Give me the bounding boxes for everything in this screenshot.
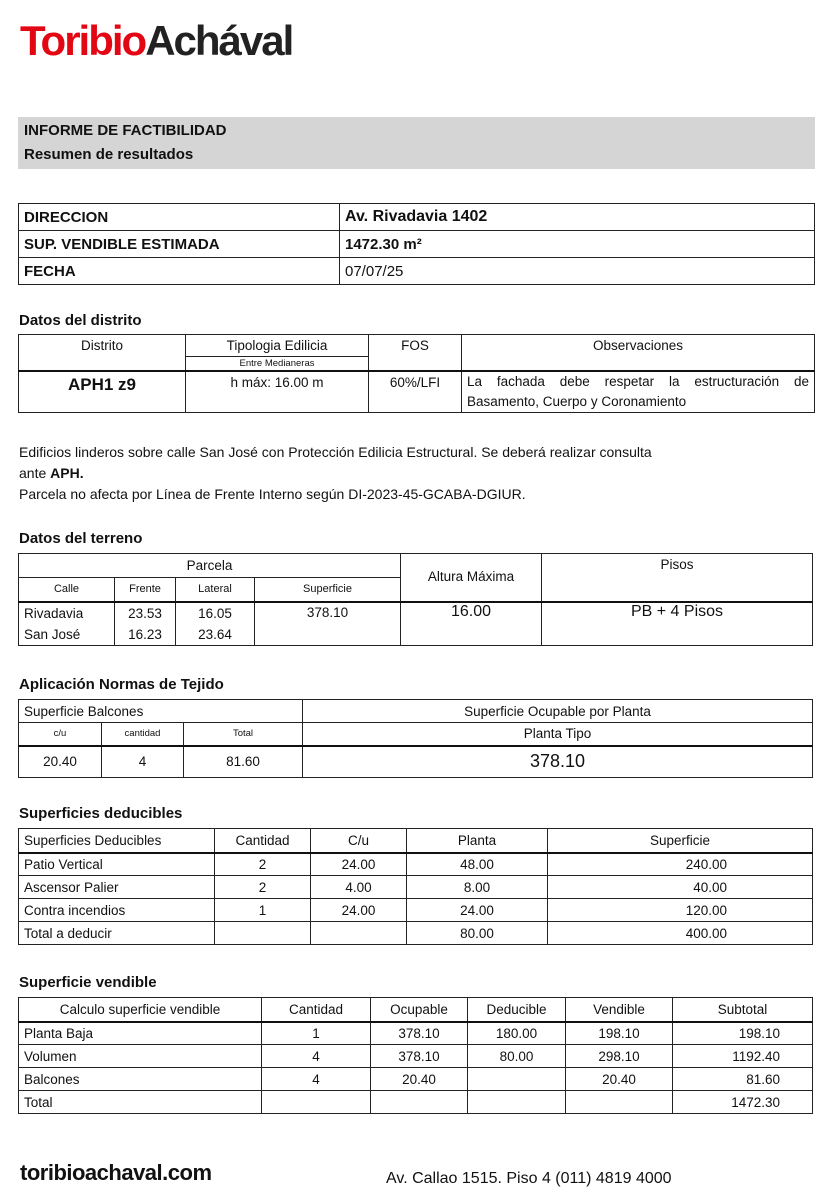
table-row xyxy=(19,922,813,945)
footer-website-link[interactable]: toribioachaval.com xyxy=(20,1160,212,1185)
company-logo xyxy=(20,18,292,64)
balcones-cantidad: 4 xyxy=(102,746,184,778)
section-distrito: Datos del distrito xyxy=(19,312,142,329)
superficie-header: Superficie xyxy=(255,578,401,602)
deducibles-table xyxy=(18,828,813,945)
fos-header: FOS xyxy=(369,335,462,371)
ded-cell: Patio Vertical xyxy=(19,853,215,876)
fecha-label: FECHA xyxy=(19,258,340,285)
ded-cell: 40.00 xyxy=(548,876,813,899)
ven-cell xyxy=(566,1091,673,1114)
ven-cell xyxy=(468,1068,566,1091)
ven-h4: Vendible xyxy=(566,998,673,1022)
ded-h0: Superficies Deducibles xyxy=(19,829,215,853)
ven-h2: Ocupable xyxy=(371,998,468,1022)
terreno-altura: 16.00 xyxy=(401,602,542,646)
ded-cell: Contra incendios xyxy=(19,899,215,922)
ven-cell: 81.60 xyxy=(673,1068,813,1091)
cu-header: c/u xyxy=(19,723,102,746)
tipologia-value: h máx: 16.00 m xyxy=(186,371,369,413)
ven-cell: 1192.40 xyxy=(673,1045,813,1068)
ven-cell: 180.00 xyxy=(468,1022,566,1045)
report-title: INFORME DE FACTIBILIDAD xyxy=(24,122,227,139)
pisos-header: Pisos xyxy=(542,554,813,602)
table-row xyxy=(19,1045,813,1068)
balcones-cu: 20.40 xyxy=(19,746,102,778)
observaciones-value: La fachada debe respetar la estructuración de Basamento, Cuerpo y Coronamiento xyxy=(462,371,815,413)
terreno-superficie: 378.10 xyxy=(255,602,401,646)
distrito-header: Distrito xyxy=(19,335,186,371)
ded-cell: Total a deducir xyxy=(19,922,215,945)
terreno-table xyxy=(18,553,813,646)
terreno-frente-1: 23.53 xyxy=(115,602,176,624)
ded-cell: 80.00 xyxy=(407,922,548,945)
ven-cell xyxy=(262,1091,371,1114)
terreno-frente-2: 16.23 xyxy=(115,624,176,646)
ded-cell: 120.00 xyxy=(548,899,813,922)
ded-h4: Superficie xyxy=(548,829,813,853)
altura-header: Altura Máxima xyxy=(401,554,542,602)
table-row xyxy=(19,1091,813,1114)
ded-cell: 24.00 xyxy=(311,853,407,876)
section-tejido: Aplicación Normas de Tejido xyxy=(19,676,224,693)
ven-cell: 4 xyxy=(262,1068,371,1091)
ven-cell: 378.10 xyxy=(371,1045,468,1068)
ded-cell: 1 xyxy=(215,899,311,922)
ven-cell: 80.00 xyxy=(468,1045,566,1068)
ded-cell: 400.00 xyxy=(548,922,813,945)
deducibles-header-row xyxy=(19,829,813,853)
ven-cell: Volumen xyxy=(19,1045,262,1068)
ven-cell: Total xyxy=(19,1091,262,1114)
table-row xyxy=(19,876,813,899)
total-header: Total xyxy=(184,723,303,746)
distrito-table xyxy=(18,334,815,413)
sup-label: SUP. VENDIBLE ESTIMADA xyxy=(19,231,340,258)
ven-cell xyxy=(371,1091,468,1114)
terreno-calle-1: Rivadavia xyxy=(19,602,115,624)
ded-cell: 2 xyxy=(215,876,311,899)
report-subtitle: Resumen de resultados xyxy=(24,146,194,163)
ded-h2: C/u xyxy=(311,829,407,853)
tipologia-header: Tipologia Edilicia xyxy=(186,335,369,357)
tejido-table xyxy=(18,699,813,778)
ven-cell: 1472.30 xyxy=(673,1091,813,1114)
table-row xyxy=(19,853,813,876)
parcela-header: Parcela xyxy=(19,554,401,578)
ded-cell: 24.00 xyxy=(311,899,407,922)
vendible-header-row xyxy=(19,998,813,1022)
footer-address: Av. Callao 1515. Piso 4 (011) 4819 4000 xyxy=(386,1170,672,1187)
sup-value: 1472.30 m² xyxy=(340,231,815,258)
calle-header: Calle xyxy=(19,578,115,602)
section-terreno: Datos del terreno xyxy=(19,530,143,547)
ded-cell xyxy=(311,922,407,945)
frente-header: Frente xyxy=(115,578,176,602)
terreno-calle-2: San José xyxy=(19,624,115,646)
ven-cell: 298.10 xyxy=(566,1045,673,1068)
ven-cell: 198.10 xyxy=(566,1022,673,1045)
balcones-total: 81.60 xyxy=(184,746,303,778)
logo-text-b: Achával xyxy=(145,17,293,64)
ded-cell: 8.00 xyxy=(407,876,548,899)
note-line-3: Parcela no afecta por Línea de Frente Interno según DI-2023-45-GCABA-DGIUR. xyxy=(19,486,526,502)
direccion-value: Av. Rivadavia 1402 xyxy=(340,204,815,231)
note-line-2: ante APH. xyxy=(19,465,84,481)
ven-h0: Calculo superficie vendible xyxy=(19,998,262,1022)
direccion-label: DIRECCION xyxy=(19,204,340,231)
ven-cell xyxy=(468,1091,566,1114)
ven-h3: Deducible xyxy=(468,998,566,1022)
ven-cell: 1 xyxy=(262,1022,371,1045)
section-vendible: Superficie vendible xyxy=(19,974,157,991)
table-row xyxy=(19,1068,813,1091)
fecha-value: 07/07/25 xyxy=(340,258,815,285)
ven-cell: 198.10 xyxy=(673,1022,813,1045)
ded-cell: 240.00 xyxy=(548,853,813,876)
terreno-lateral-1: 16.05 xyxy=(176,602,255,624)
distrito-value: APH1 z9 xyxy=(19,371,186,413)
ded-cell xyxy=(215,922,311,945)
ven-h5: Subtotal xyxy=(673,998,813,1022)
ven-cell: Balcones xyxy=(19,1068,262,1091)
logo-text-a: Toribio xyxy=(20,17,146,64)
ded-h3: Planta xyxy=(407,829,548,853)
ded-cell: 4.00 xyxy=(311,876,407,899)
note-line-1: Edificios linderos sobre calle San José con Protección Edilicia Estructural. Se deberá realizar consulta xyxy=(19,444,652,460)
ocupable-header: Superficie Ocupable por Planta xyxy=(303,700,813,723)
summary-table xyxy=(18,203,815,285)
ven-cell: 20.40 xyxy=(371,1068,468,1091)
ven-h1: Cantidad xyxy=(262,998,371,1022)
observaciones-header: Observaciones xyxy=(462,335,815,371)
tipologia-subheader: Entre Medianeras xyxy=(186,357,369,371)
terreno-pisos: PB + 4 Pisos xyxy=(542,602,813,646)
cantidad-header: cantidad xyxy=(102,723,184,746)
table-row xyxy=(19,899,813,922)
ven-cell: 4 xyxy=(262,1045,371,1068)
report-banner xyxy=(18,117,815,169)
fos-value: 60%/LFI xyxy=(369,371,462,413)
ven-cell: 378.10 xyxy=(371,1022,468,1045)
ded-cell: 2 xyxy=(215,853,311,876)
ded-h1: Cantidad xyxy=(215,829,311,853)
table-row xyxy=(19,1022,813,1045)
notes-block xyxy=(19,442,809,505)
terreno-lateral-2: 23.64 xyxy=(176,624,255,646)
planta-tipo-header: Planta Tipo xyxy=(303,723,813,746)
ded-cell: 24.00 xyxy=(407,899,548,922)
vendible-table xyxy=(18,997,813,1114)
section-deducibles: Superficies deducibles xyxy=(19,805,183,822)
lateral-header: Lateral xyxy=(176,578,255,602)
planta-tipo-value: 378.10 xyxy=(303,746,813,778)
ded-cell: Ascensor Palier xyxy=(19,876,215,899)
ven-cell: Planta Baja xyxy=(19,1022,262,1045)
ded-cell: 48.00 xyxy=(407,853,548,876)
ven-cell: 20.40 xyxy=(566,1068,673,1091)
balcones-header: Superficie Balcones xyxy=(19,700,303,723)
